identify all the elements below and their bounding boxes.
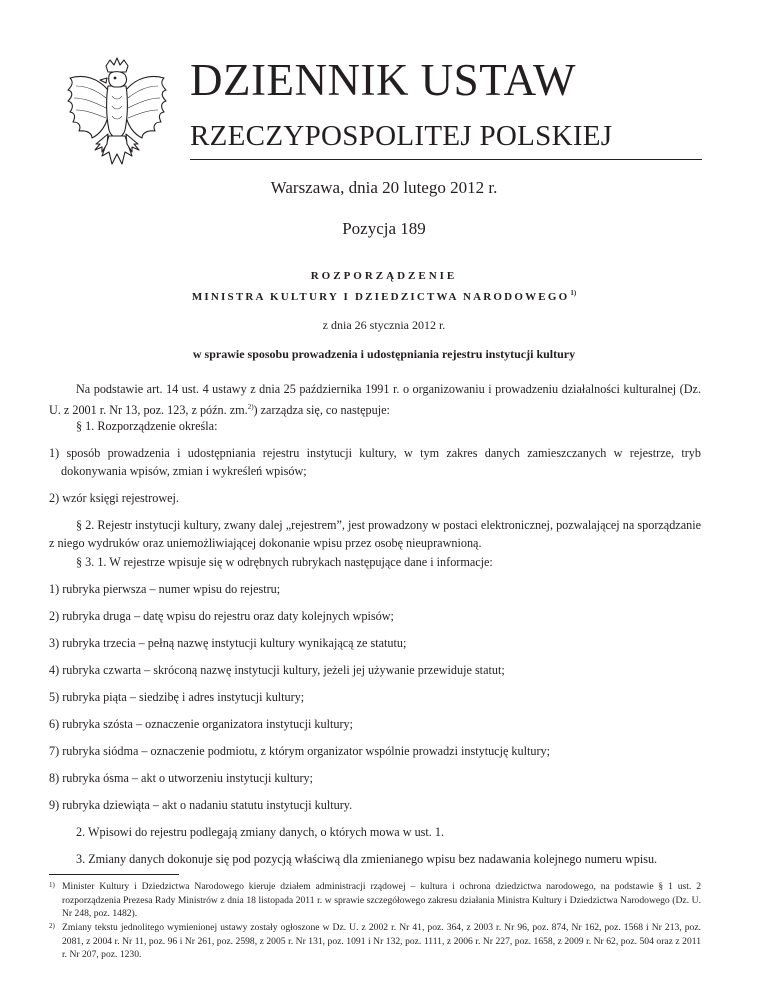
section-3-item-7: 7) rubryka siódma – oznaczenie podmiotu, z którym organizator wspólnie prowadzi instytucję kultury; — [49, 744, 551, 758]
act-type: ROZPORZĄDZENIE — [310, 270, 458, 282]
section-3-item-5: 5) rubryka piąta – siedzibę i adres instytucji kultury; — [49, 690, 305, 704]
section-3-paragraph-3 — [49, 850, 701, 868]
list-item — [49, 661, 701, 679]
section-3-item-6: 6) rubryka szósta – oznaczenie organizatora instytucji kultury; — [49, 717, 354, 731]
section-1-item-2: 2) wzór księgi rejestrowej. — [49, 491, 179, 505]
section-3-item-1: 1) rubryka pierwsza – numer wpisu do rejestru; — [49, 582, 281, 596]
section-3-item-4: 4) rubryka czwarta – skróconą nazwę instytucji kultury, jeżeli jej używanie przewiduje statut; — [49, 663, 505, 677]
section-2-text: § 2. Rejestr instytucji kultury, zwany dalej „rejestrem”, jest prowadzony w postaci elektronicznej, pozwalającej na sporządzanie z niego wydruków oraz uniemożliwiającej dokonanie wpisu przez osobę nieuprawnioną. — [49, 518, 701, 550]
list-item — [49, 580, 701, 598]
section-3-item-2: 2) rubryka druga – datę wpisu do rejestru oraz daty kolejnych wpisów; — [49, 609, 394, 623]
list-item — [49, 444, 701, 480]
section-1-item-1: 1) sposób prowadzenia i udostępniania rejestru instytucji kultury, w tym zakres danych zamieszczanych w rejestrze, tryb dokonywania wpisów, zmian i wykreśleń wpisów; — [49, 446, 701, 478]
act-issuer — [0, 289, 768, 303]
section-3-item-9: 9) rubryka dziewiąta – akt o nadaniu statutu instytucji kultury. — [49, 798, 353, 812]
footnote-2 — [49, 921, 701, 962]
section-1-text: § 1. Rozporządzenie określa: — [76, 419, 218, 433]
section-3-paragraph-2 — [49, 823, 701, 841]
list-item — [49, 715, 701, 733]
masthead-rule — [190, 159, 702, 160]
preamble — [49, 380, 701, 419]
footnote-2-text: Zmiany tekstu jednolitego wymienionej ustawy zostały ogłoszone w Dz. U. z 2002 r. Nr 41, poz. 364, z 2003 r. Nr 96, poz. 874, Nr 162, poz. 1568 i Nr 213, poz. 2081, z 2004 r. Nr 11, poz. 96 i Nr 261, poz. 2598, z 2005 r. Nr 131, poz. 1091 i Nr 132, poz. 1111, z 2006 r. Nr 227, poz. 1658, z 2009 r. Nr 62, poz. 504 oraz z 2011 r. Nr 207, poz. 1230. — [62, 922, 701, 961]
section-2 — [49, 516, 701, 552]
section-3-item-8: 8) rubryka ósma – akt o utworzeniu instytucji kultury; — [49, 771, 314, 785]
list-item — [49, 769, 701, 787]
gazette-subtitle: RZECZYPOSPOLITEJ POLSKIEJ — [190, 120, 613, 152]
act-date: z dnia 26 stycznia 2012 r. — [322, 318, 446, 332]
list-item — [49, 634, 701, 652]
list-item — [49, 607, 701, 625]
footnote-divider — [49, 874, 179, 875]
preamble-text-end: ) zarządza się, co następuje: — [253, 403, 390, 417]
footnote-1-text: Minister Kultury i Dziedzictwa Narodowego kieruje działem administracji rządowej – kultura i ochrona dziedzictwa narodowego, na podstawie § 1 ust. 2 rozporządzenia Prezesa Rady Ministrów z dnia 18 listopada 2011 r. w sprawie szczegółowego zakresu działania Ministra Kultury i Dziedzictwa Narodowego (Dz. U. Nr 248, poz. 1482). — [62, 881, 701, 920]
preamble-footnote-ref[interactable]: 2) — [247, 403, 254, 411]
preamble-text: Na podstawie art. 14 ust. 4 ustawy z dnia 25 października 1991 r. o organizowaniu i prowadzeniu działalności kulturalnej (Dz. U. z 2001 r. Nr 13, poz. 123, z późn. zm. — [49, 382, 701, 417]
list-item — [49, 688, 701, 706]
section-1-heading — [49, 417, 701, 435]
act-issuer-footnote-ref[interactable]: 1) — [570, 289, 577, 297]
polish-eagle-emblem-icon — [62, 56, 172, 182]
section-3-paragraph-2-text: 2. Wpisowi do rejestru podlegają zmiany danych, o których mowa w ust. 1. — [76, 825, 445, 839]
position-number: Pozycja 189 — [342, 219, 426, 238]
act-title: w sprawie sposobu prowadzenia i udostępniania rejestru instytucji kultury — [192, 347, 576, 361]
section-3-intro-text: § 3. 1. W rejestrze wpisuje się w odrębnych rubrykach następujące dane i informacje: — [76, 555, 493, 569]
gazette-title: DZIENNIK USTAW — [190, 55, 576, 105]
act-issuer-text: MINISTRA KULTURY I DZIEDZICTWA NARODOWEGO — [191, 291, 570, 303]
issue-date: Warszawa, dnia 20 lutego 2012 r. — [270, 178, 498, 197]
list-item — [49, 796, 701, 814]
list-item — [49, 742, 701, 760]
footnote-1-mark: 1) — [49, 881, 55, 889]
section-3-item-3: 3) rubryka trzecia – pełną nazwę instytucji kultury wynikającą ze statutu; — [49, 636, 407, 650]
list-item — [49, 489, 701, 507]
section-3-paragraph-3-text: 3. Zmiany danych dokonuje się pod pozycją właściwą dla zmienianego wpisu bez nadawania kolejnego numeru wpisu. — [76, 852, 658, 866]
footnote-1 — [49, 880, 701, 921]
footnote-2-mark: 2) — [49, 922, 55, 930]
section-3-intro — [49, 553, 701, 571]
